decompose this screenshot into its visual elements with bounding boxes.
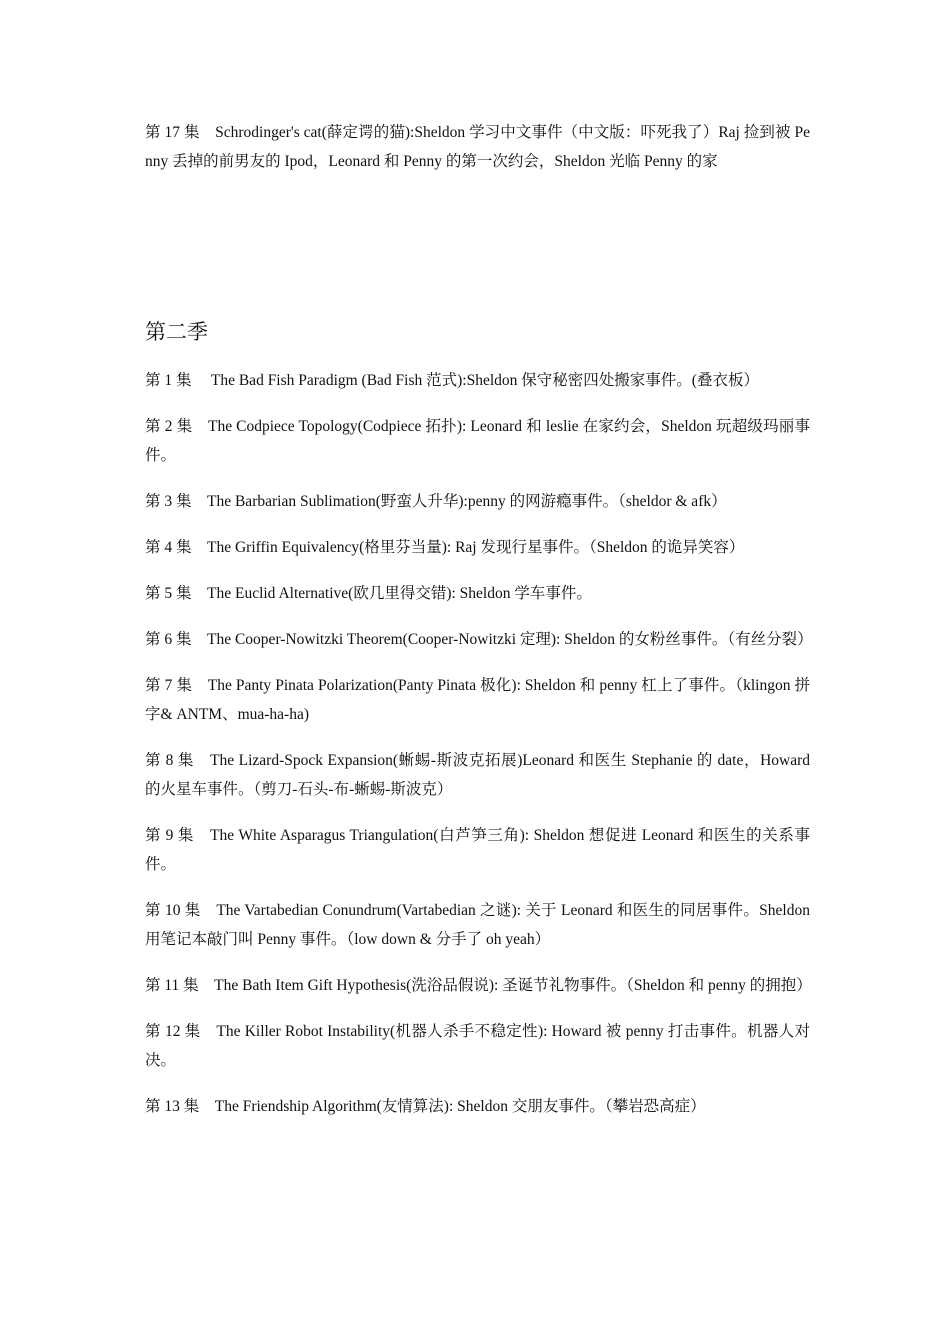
episode-entry-6: 第 6 集 The Cooper-Nowitzki Theorem(Cooper-Nowitzki 定理): Sheldon 的女粉丝事件。（有丝分裂） [145, 631, 813, 648]
episode-entry-2: 第 2 集 The Codpiece Topology(Codpiece 拓扑): Leonard 和 leslie 在家约会，Sheldon 玩超级玛丽事件。 [145, 418, 810, 464]
episode-entry-3: 第 3 集 The Barbarian Sublimation(野蛮人升华):penny 的网游瘾事件。（sheldor & afk） [145, 493, 727, 510]
season-two-heading: 第二季 [145, 320, 208, 344]
episode-entry-11: 第 11 集 The Bath Item Gift Hypothesis(洗浴品假说): 圣诞节礼物事件。（Sheldon 和 penny 的拥抱） [145, 977, 812, 994]
episode-17-entry: 第 17 集 Schrodinger's cat(薛定谔的猫):Sheldon 学习中文事件（中文版：吓死我了）Raj 捡到被 Penny 丢掉的前男友的 Ipod，Leonard 和 Penny 的第一次约会，Sheldon 光临 Penny 的家 [145, 124, 810, 170]
episode-entry-13: 第 13 集 The Friendship Algorithm(友情算法): Sheldon 交朋友事件。（攀岩恐高症） [145, 1098, 706, 1115]
episode-entry-5: 第 5 集 The Euclid Alternative(欧几里得交错): Sheldon 学车事件。 [145, 585, 592, 602]
episode-entry-7: 第 7 集 The Panty Pinata Polarization(Panty Pinata 极化): Sheldon 和 penny 杠上了事件。（klingon 拼字& ANTM、mua-ha-ha) [145, 677, 810, 723]
episode-entry-10: 第 10 集 The Vartabedian Conundrum(Vartabedian 之谜): 关于 Leonard 和医生的同居事件。Sheldon 用笔记本敲门叫 Penny 事件。（low down & 分手了 oh yeah） [145, 902, 810, 948]
episode-entry-1: 第 1 集 The Bad Fish Paradigm (Bad Fish 范式):Sheldon 保守秘密四处搬家事件。(叠衣板） [145, 372, 759, 389]
episode-entry-8: 第 8 集 The Lizard-Spock Expansion(蜥蜴-斯波克拓展)Leonard 和医生 Stephanie 的 date，Howard 的火星车事件。（剪刀-石头-布-蜥蜴-斯波克） [145, 752, 810, 798]
season-two-episode-list [145, 366, 813, 1138]
episode-entry-9: 第 9 集 The White Asparagus Triangulation(白芦笋三角): Sheldon 想促进 Leonard 和医生的关系事件。 [145, 827, 810, 873]
episode-entry-4: 第 4 集 The Griffin Equivalency(格里芬当量): Raj 发现行星事件。（Sheldon 的诡异笑容） [145, 539, 745, 556]
episode-entry-12: 第 12 集 The Killer Robot Instability(机器人杀手不稳定性): Howard 被 penny 打击事件。机器人对决。 [145, 1023, 810, 1069]
